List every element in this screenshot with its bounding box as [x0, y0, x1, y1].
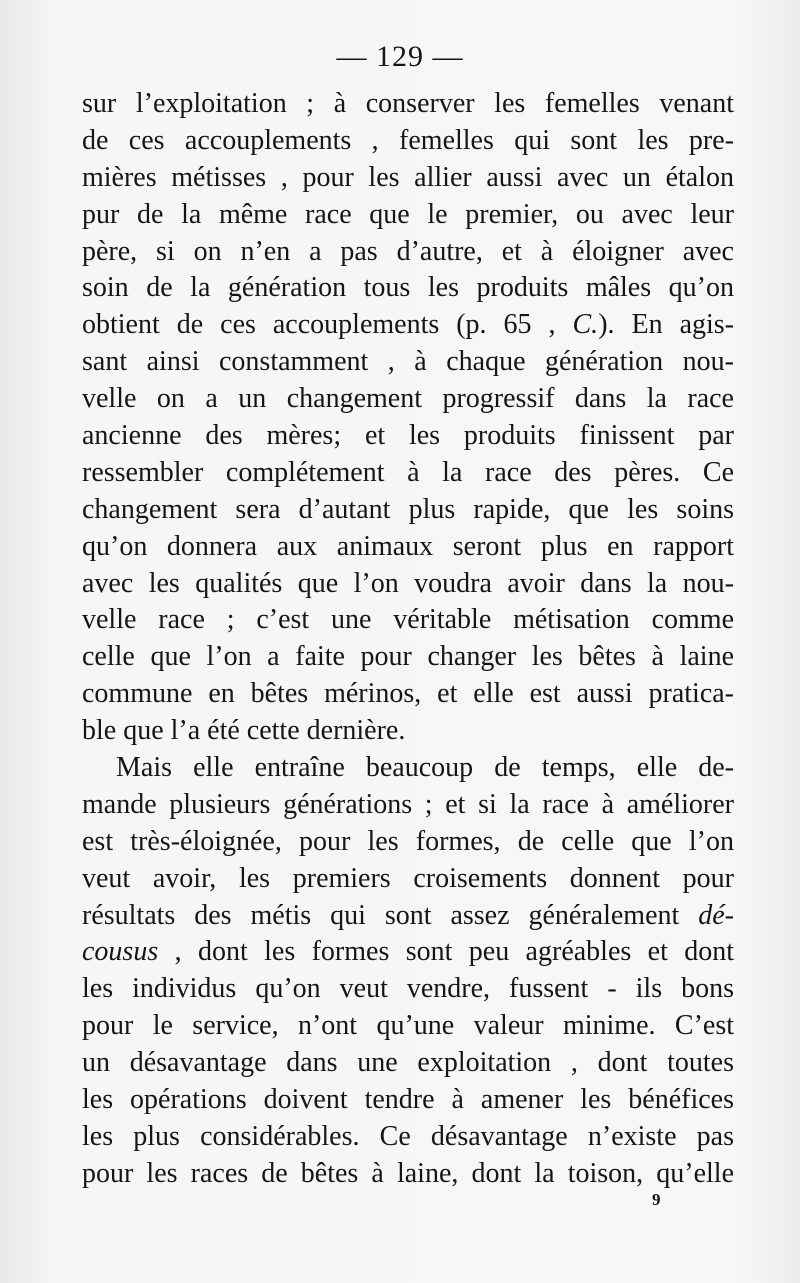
text-line [82, 307, 734, 344]
text-line: commune en bêtes mérinos, et elle est aussi pratica- [82, 678, 734, 710]
text-line: mières métisses , pour les allier aussi avec un étalon [82, 161, 734, 193]
text-line: celle que l’on a faite pour changer les bêtes à laine [82, 641, 734, 673]
text-line: pur de la même race que le premier, ou avec leur [82, 198, 734, 230]
text-line: sant ainsi constamment , à chaque génération nou- [82, 346, 734, 378]
text-line: avec les qualités que l’on voudra avoir dans la nou- [82, 567, 734, 599]
text-line: les opérations doivent tendre à amener les bénéfices [82, 1084, 734, 1116]
italic-run: dé- [698, 899, 734, 931]
text-run: ). En agis- [598, 309, 734, 341]
text-line: ble que l’a été cette dernière. [82, 715, 406, 747]
italic-run: cousus [82, 936, 159, 968]
text-line: changement sera d’autant plus rapide, que les soins [82, 493, 734, 525]
text-line: sur l’exploitation ; à conserver les femelles venant [82, 88, 734, 119]
text-run: obtient de ces accouplements (p. 65 , [82, 309, 573, 341]
text-line: ancienne des mères; et les produits finissent par [82, 420, 734, 452]
text-line: est très-éloignée, pour les formes, de celle que l’on [82, 825, 734, 857]
text-line: Mais elle entraîne beaucoup de temps, elle de- [116, 752, 734, 784]
text-line: mande plusieurs générations ; et si la race à améliorer [82, 788, 734, 820]
text-line: qu’on donnera aux animaux seront plus en rapport [82, 530, 734, 562]
text-line: un désavantage dans une exploitation , dont toutes [82, 1047, 734, 1079]
text-line: père, si on n’en a pas d’autre, et à éloigner avec [82, 235, 734, 267]
text-line: velle on a un changement progressif dans la race [82, 383, 734, 415]
text-line [82, 898, 734, 935]
text-line: soin de la génération tous les produits mâles qu’on [82, 272, 734, 304]
text-line: pour les races de bêtes à laine, dont la toison, qu’elle [82, 1157, 734, 1189]
text-run: , dont les formes sont peu agréables et dont [158, 936, 734, 968]
body-text [82, 86, 734, 1193]
text-line: ressembler complétement à la race des pères. Ce [82, 456, 734, 488]
text-line: les plus considérables. Ce désavantage n’existe pas [82, 1120, 734, 1152]
text-line: velle race ; c’est une véritable métisation comme [82, 604, 734, 636]
text-run: résultats des métis qui sont assez généralement [82, 899, 699, 931]
signature-mark: 9 [652, 1190, 661, 1209]
text-line: de ces accouplements , femelles qui sont les pre- [82, 124, 734, 156]
text-line: les individus qu’on veut vendre, fussent - ils bons [82, 973, 734, 1005]
text-line: pour le service, n’ont qu’une valeur minime. C’est [82, 1010, 734, 1042]
text-line [82, 934, 734, 971]
text-line: veut avoir, les premiers croisements donnent pour [82, 862, 734, 894]
italic-run: C. [572, 309, 599, 341]
page-number: — 129 — [336, 40, 464, 73]
